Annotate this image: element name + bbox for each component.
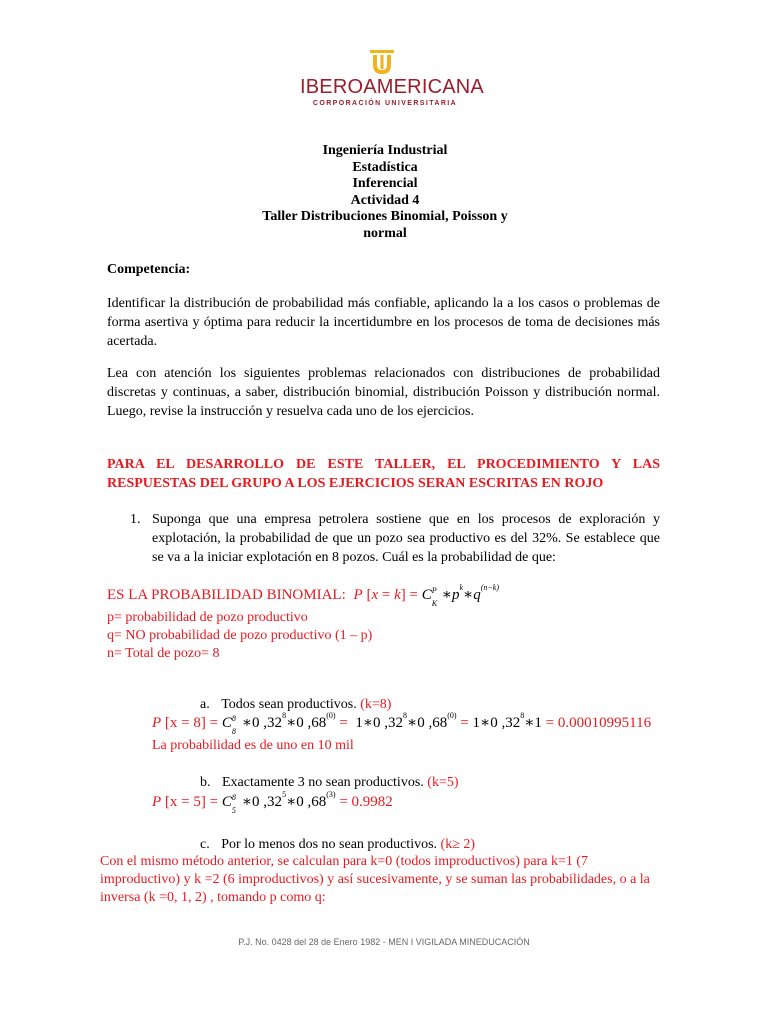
item-c-explanation: Con el mismo método anterior, se calculan para k=0 (todos improductivos) para k=1 (7 improductivo) y k =2 (6 improductivos) y así sucesivamente, y se suman las probabilidades, o a la inversa (k =0, 1, 2) , tomando p como q: [100, 854, 650, 905]
definition-n: n= Total de pozo= 8 [107, 646, 220, 661]
binomial-formula-line: ES LA PROBABILIDAD BINOMIAL: P [x = k] = C P K $∗p^k∗q^{(n-k)}$ [107, 583, 499, 608]
title-line: Inferencial [352, 176, 418, 191]
competencia-paragraph: Identificar la distribución de probabilidad más confiable, aplicando la a los casos o problemas de forma asertiva y óptima para reducir la incertidumbre en los procesos de toma de decisiones más acertada. [107, 296, 660, 349]
title-line: Actividad 4 [350, 192, 420, 208]
binomial-label: ES LA PROBABILIDAD BINOMIAL: [107, 587, 346, 603]
logo-name: IBEROAMERICANA [300, 76, 484, 98]
title-line: Estadística [352, 159, 418, 175]
item-a-k: (k=8) [360, 697, 392, 712]
definition-p: p= probabilidad de pozo productivo [107, 610, 308, 625]
item-c-text: Por lo menos dos no sean productivos. [221, 837, 438, 852]
binomial-formula: P [353, 587, 363, 603]
instructions-paragraph: Lea con atención los siguientes problemas relacionados con distribuciones de probabilidad discretas y continuas, a saber, distribución binomial, distribución Poisson y distribución normal. Luego, revise la instrucción y resuelva cada uno de los ejercicios. [107, 366, 660, 419]
title-line: Ingeniería Industrial [322, 143, 448, 158]
item-a-result: = 0.00010995116 [545, 715, 652, 731]
item-b-k: (k=5) [427, 775, 459, 790]
item-b-formula: P [x = 5] = C 8 5 ∗0 $,32^5∗0$ ,68$^{(3)}$ = 0.9982 [152, 790, 393, 815]
university-logo [300, 50, 484, 110]
item-a-marker: a. [200, 697, 210, 712]
competencia-heading: Competencia: [107, 262, 191, 277]
item-a-note: La probabilidad es de uno en 10 mil [152, 738, 354, 753]
item-a [200, 695, 391, 714]
title-line: Taller Distribuciones Binomial, Poisson y [262, 209, 508, 224]
item-a-text: Todos sean productivos. [221, 697, 357, 712]
problem-text: Suponga que una empresa petrolera sostiene que en los procesos de exploración y explotación, la probabilidad de que un pozo sea productivo es del 32%. Se establece que se va a la iniciar explotación en 8 pozos. Cuál es la probabilidad de que: [152, 512, 660, 565]
title-line: normal [363, 225, 407, 241]
definition-q: q= NO probabilidad de pozo productivo (1 – p) [107, 628, 373, 643]
problem-number: 1. [130, 512, 141, 527]
red-instructions-heading: PARA EL DESARROLLO DE ESTE TALLER, EL PROCEDIMIENTO Y LAS RESPUESTAS DEL GRUPO A LOS EJERCICIOS SERAN ESCRITAS EN ROJO [107, 457, 660, 491]
document-title [240, 143, 530, 242]
page-footer: P.J. No. 0428 del 28 de Enero 1982 - MEN I VIGILADA MINEDUCACIÓN [238, 937, 530, 947]
logo-subtitle: CORPORACIÓN UNIVERSITARIA [312, 100, 458, 107]
item-b-result: = 0.9982 [339, 794, 393, 810]
logo-emblem-icon [370, 50, 394, 76]
item-b-text: Exactamente 3 no sean productivos. [222, 775, 424, 790]
item-c [200, 835, 475, 854]
item-c-marker: c. [200, 837, 210, 852]
item-b-marker: b. [200, 775, 211, 790]
item-c-k: (k≥ 2) [440, 837, 476, 852]
item-a-formula: P [x = 8] = C 8 8 ∗0 $,32^8∗0$ ,68$^{(0)}$ = 1∗0 $,32^8∗0$ ,68$^{(0)}$ = 1∗0 $,32^8∗1 = 0.00010995116$ [152, 711, 652, 736]
